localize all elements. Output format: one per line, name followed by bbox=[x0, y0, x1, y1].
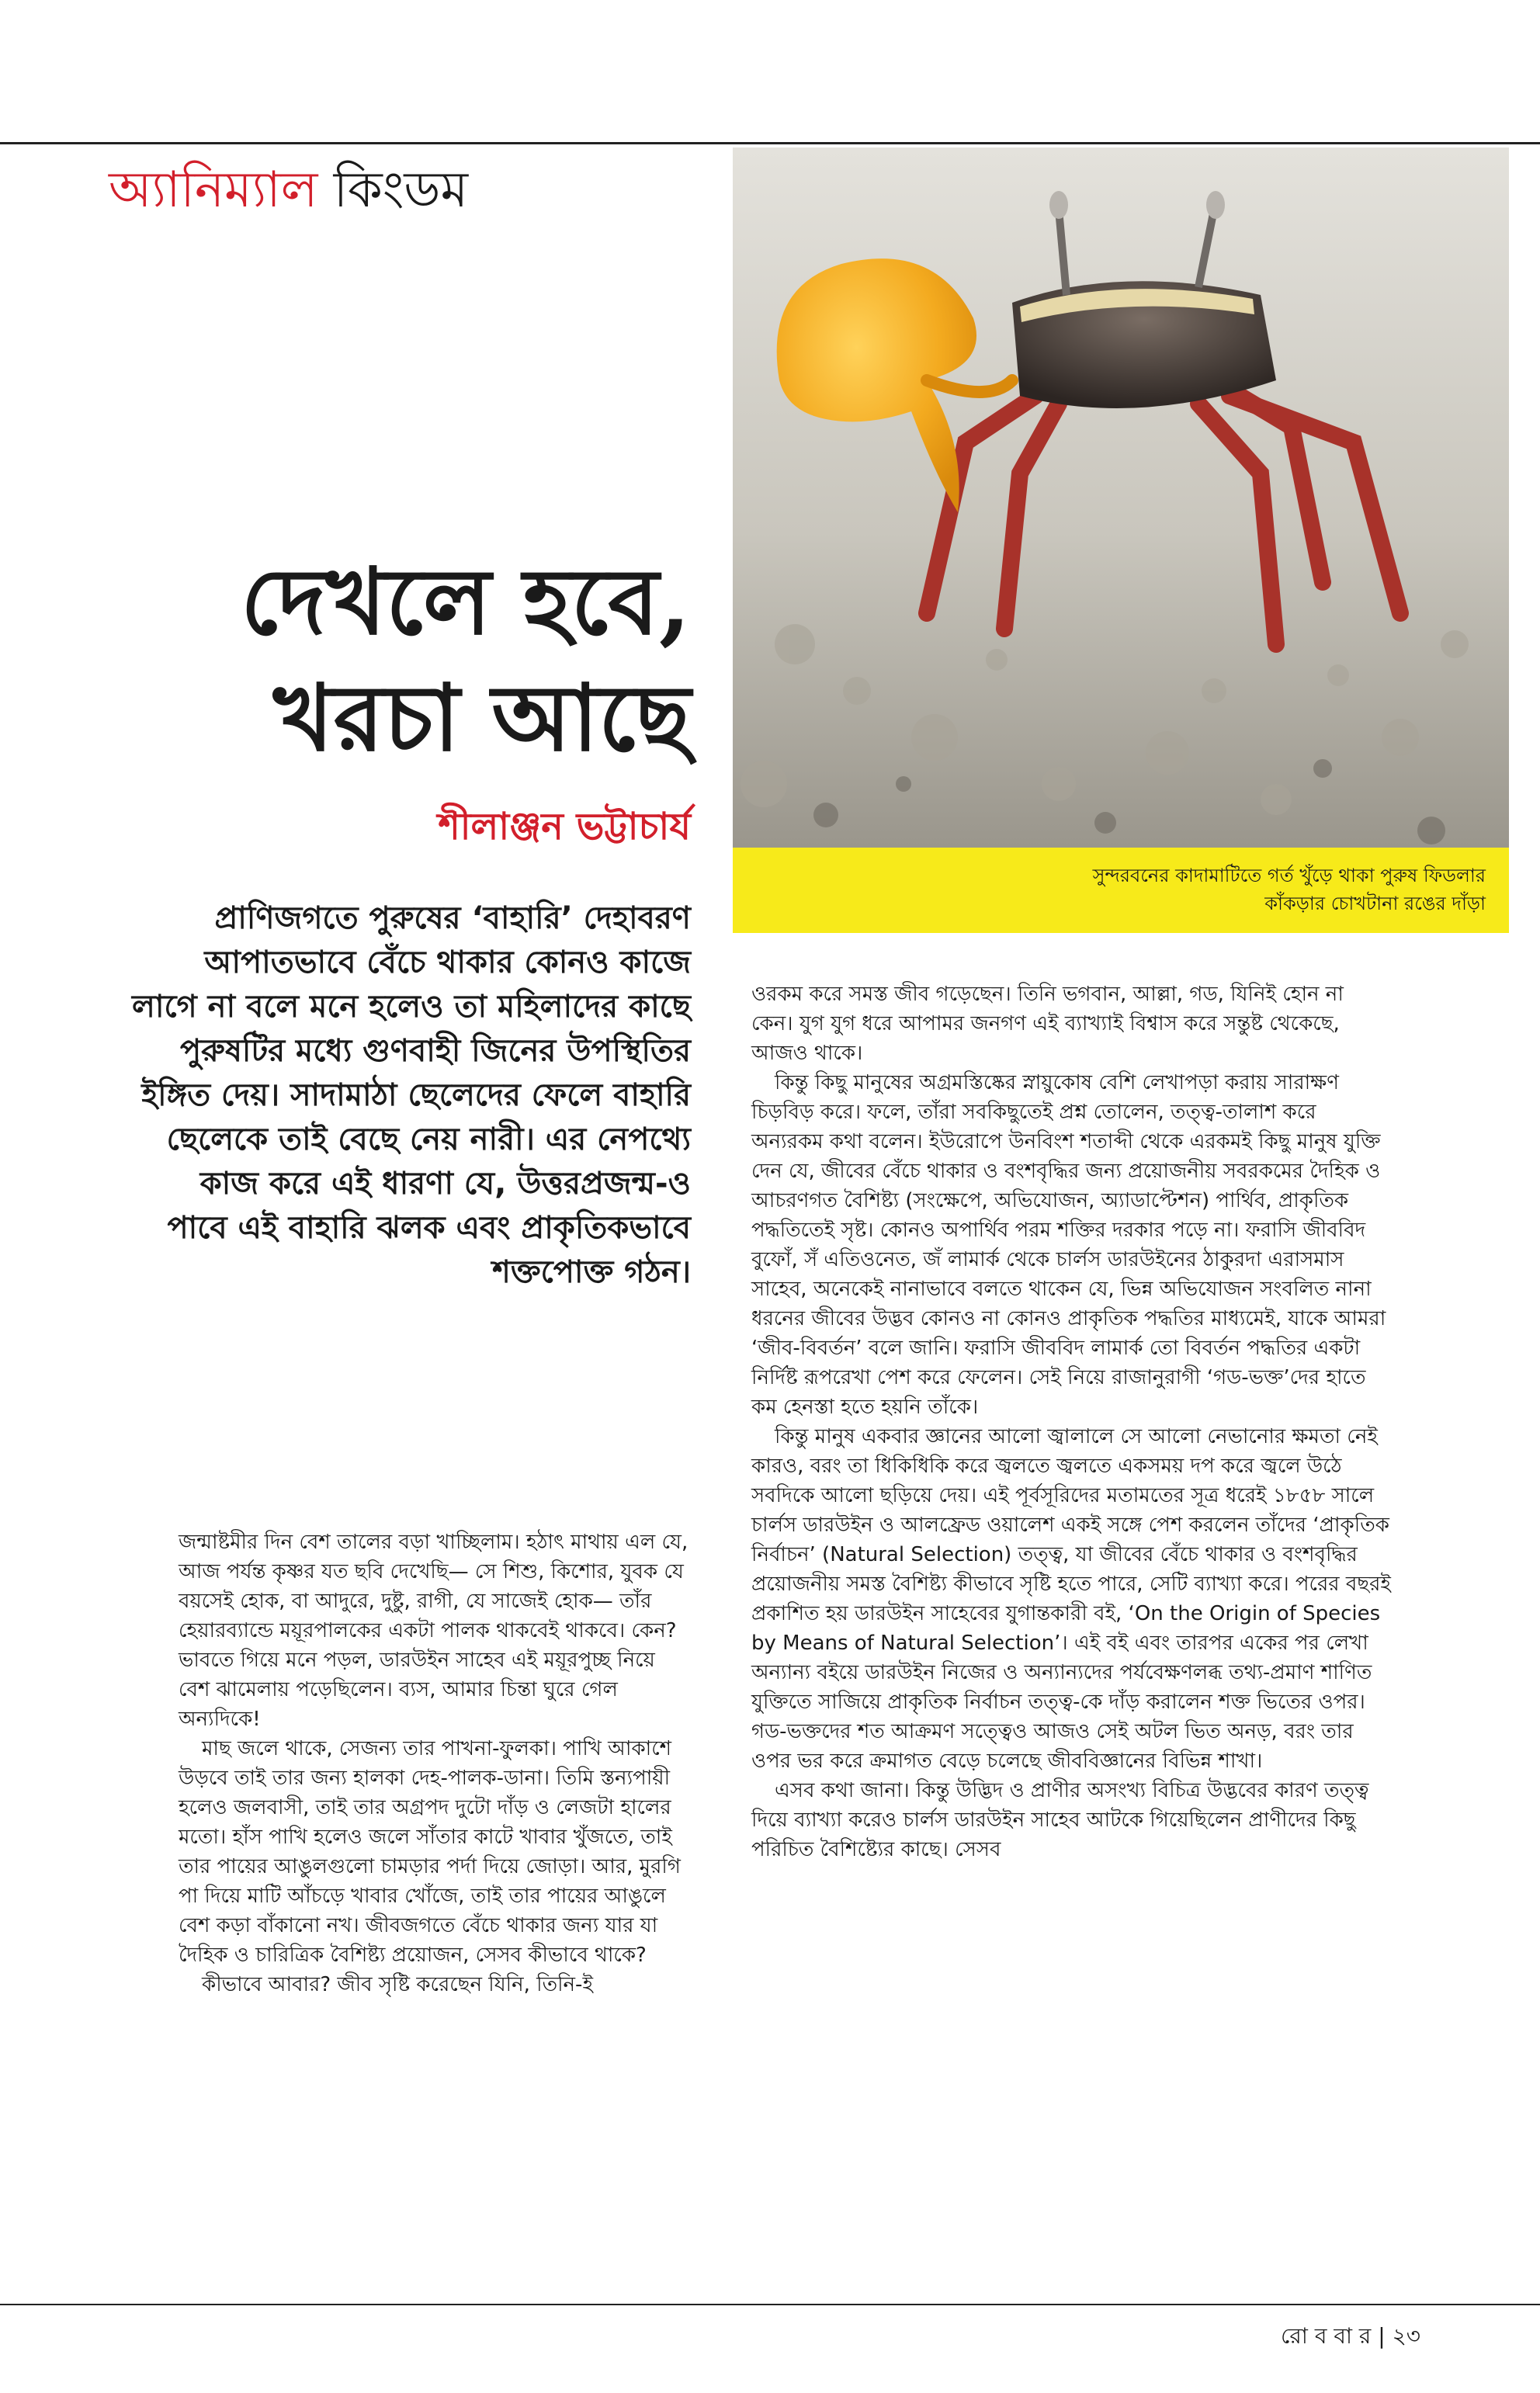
body-paragraph: কিন্তু মানুষ একবার জ্ঞানের আলো জ্বালালে সে আলো নেভানোর ক্ষমতা নেই কারও, বরং তা ধিকিধিকি করে জ্বলতে জ্বলতে একসময় দপ করে জ্বলে উঠে সবদিকে আলো ছড়িয়ে দেয়। এই পূর্বসূরিদের মতামতের সূত্র ধরেই ১৮৫৮ সালে চার্লস ডারউইন ও আলফ্রেড ওয়ালেশ একই সঙ্গে পেশ করলেন তাঁদের ‘প্রাকৃতিক নির্বাচন’ (Natural Selection) তত্ত্ব, যা জীবের বেঁচে থাকার ও বংশবৃদ্ধির প্রয়োজনীয় সমস্ত বৈশিষ্ট্য কীভাবে সৃষ্টি হতে পারে, সেটি ব্যাখ্যা করে। পরের বছরই প্রকাশিত হয় ডারউইন সাহেবের যুগান্তকারী বই, ‘On the Origin of Species by Means of Natural Selection’। এই বই এবং তারপর একের পর লেখা অন্যান্য বইয়ে ডারউইন নিজের ও অন্যান্যদের পর্যবেক্ষণলব্ধ তথ্য-প্রমাণ শাণিত যুক্তিতে সাজিয়ে প্রাকৃতিক নির্বাচন তত্ত্ব-কে দাঁড় করালেন শক্ত ভিতের ওপর। গড-ভক্তদের শত আক্রমণ সত্ত্বেও আজও সেই অটল ভিত অনড়, বরং তার ওপর ভর করে ক্রমাগত বেড়ে চলেছে জীববিজ্ঞানের বিভিন্ন শাখা। bbox=[751, 1425, 1391, 1773]
body-column-right bbox=[751, 980, 1391, 1864]
page-footer bbox=[1211, 2321, 1420, 2352]
body-paragraph: জন্মাষ্টমীর দিন বেশ তালের বড়া খাচ্ছিলাম। হঠাৎ মাথায় এল যে, আজ পর্যন্ত কৃষ্ণর যত ছবি দেখেছি— সে শিশু, কিশোর, যুবক যে বয়সেই হোক, বা আদুরে, দুষ্টু, রাগী, যে সাজেই হোক— তাঁর হেয়ারব্যান্ডে ময়ূরপালকের একটা পালক থাকবেই থাকবে। কেন? ভাবতে গিয়ে মনে পড়ল, ডারউইন সাহেব এই ময়ূরপুচ্ছ নিয়ে বেশ ঝামেলায় পড়েছিলেন। ব্যস, আমার চিন্তা ঘুরে গেল অন্যদিকে! bbox=[179, 1531, 688, 1731]
fiddler-crab-photo bbox=[733, 147, 1509, 848]
footer-separator: | bbox=[1378, 2323, 1393, 2349]
magazine-name: রো ব বা র bbox=[1281, 2323, 1372, 2349]
author-byline: শীলাঞ্জন ভট্টাচার্য bbox=[438, 805, 691, 848]
body-paragraph: ওরকম করে সমস্ত জীব গড়েছেন। তিনি ভগবান, আল্লা, গড, যিনিই হোন না কেন। যুগ যুগ ধরে আপামর জনগণ এই ব্যাখ্যাই বিশ্বাস করে সন্তুষ্ট থেকেছে, আজও থাকে। bbox=[751, 983, 1344, 1065]
headline bbox=[124, 543, 691, 776]
headline-line-1: দেখলে হবে, bbox=[241, 547, 691, 655]
body-paragraph: এসব কথা জানা। কিন্তু উদ্ভিদ ও প্রাণীর অসংখ্য বিচিত্র উদ্ভবের কারণ তত্ত্ব দিয়ে ব্যাখ্যা করেও চার্লস ডারউইন সাহেব আটকে গিয়েছিলেন প্রাণীদের কিছু পরিচিত বৈশিষ্ট্যের কাছে। সেসব bbox=[751, 1779, 1369, 1861]
crab-illustration bbox=[733, 147, 1509, 848]
page-number: ২৩ bbox=[1392, 2323, 1420, 2349]
section-label-part2: কিংডম bbox=[333, 161, 469, 219]
body-column-left bbox=[179, 1528, 691, 1999]
body-paragraph: মাছ জলে থাকে, সেজন্য তার পাখনা-ফুলকা। পাখি আকাশে উড়বে তাই তার জন্য হালকা দেহ-পালক-ডানা। তিমি স্তন্যপায়ী হলেও জলবাসী, তাই তার অগ্রপদ দুটো দাঁড় ও লেজটা হালের মতো। হাঁস পাখি হলেও জলে সাঁতার কাটে খাবার খুঁজতে, তাই তার পায়ের আঙুলগুলো চামড়ার পর্দা দিয়ে জোড়া। আর, মুরগি পা দিয়ে মাটি আঁচড়ে খাবার খোঁজে, তাই তার পায়ের আঙুলে বেশ কড়া বাঁকানো নখ। জীবজগতে বেঁচে থাকার জন্য যার যা দৈহিক ও চারিত্রিক বৈশিষ্ট্য প্রয়োজন, সেসব কীভাবে থাকে? bbox=[179, 1737, 681, 1967]
top-rule bbox=[0, 142, 1540, 144]
body-paragraph: কিন্তু কিছু মানুষের অগ্রমস্তিষ্কের স্নায়ুকোষ বেশি লেখাপড়া করায় সারাক্ষণ চিড়বিড় করে। ফলে, তাঁরা সবকিছুতেই প্রশ্ন তোলেন, তত্ত্ব-তালাশ করে অন্যরকম কথা বলেন। ইউরোপে উনবিংশ শতাব্দী থেকে এরকমই কিছু মানুষ যুক্তি দেন যে, জীবের বেঁচে থাকার ও বংশবৃদ্ধির জন্য প্রয়োজনীয় সবরকমের দৈহিক ও আচরণগত বৈশিষ্ট্য (সংক্ষেপে, অভিযোজন, অ্যাডাপ্টেশন) পার্থিব, প্রাকৃতিক পদ্ধতিতেই সৃষ্ট। কোনও অপার্থিব পরম শক্তির দরকার পড়ে না। ফরাসি জীববিদ বুফোঁ, সঁ এতিওনেত, জঁ লামার্ক থেকে চার্লস ডারউইনের ঠাকুরদা এরাসমাস সাহেব, অনেকেই নানাভাবে বলতে থাকেন যে, ভিন্ন অভিযোজন সংবলিত নানা ধরনের জীবের উদ্ভব কোনও না কোনও প্রাকৃতিক পদ্ধতির মাধ্যমেই, যাকে আমরা ‘জীব-বিবর্তন’ বলে জানি। ফরাসি জীববিদ লামার্ক তো বিবর্তন পদ্ধতির একটা নির্দিষ্ট রূপরেখা পেশ করে ফেলেন। সেই নিয়ে রাজানুরাগী ‘গড-ভক্ত’দের হাতে কম হেনস্তা হতে হয়নি তাঁকে। bbox=[751, 1071, 1386, 1419]
bottom-rule bbox=[0, 2304, 1540, 2305]
caption-line-2: কাঁকড়ার চোখটানা রঙের দাঁড়া bbox=[1264, 893, 1486, 914]
article-dek: প্রাণিজগতে পুরুষের ‘বাহারি’ দেহাবরণ আপাতভাবে বেঁচে থাকার কোনও কাজে লাগে না বলে মনে হলেও তা মহিলাদের কাছে পুরুষটির মধ্যে গুণবাহী জিনের উপস্থিতির ইঙ্গিত দেয়। সাদামাঠা ছেলেদের ফেলে বাহারি ছেলেকে তাই বেছে নেয় নারী। এর নেপথ্যে কাজ করে এই ধারণা যে, উত্তরপ্রজন্ম-ও পাবে এই বাহারি ঝলক এবং প্রাকৃতিকভাবে শক্তপোক্ত গঠন। bbox=[132, 900, 691, 1290]
section-label-part1: অ্যানিম্যাল bbox=[109, 161, 318, 219]
photo-caption bbox=[733, 848, 1509, 933]
caption-line-1: সুন্দরবনের কাদামাটিতে গর্ত খুঁড়ে থাকা পুরুষ ফিডলার bbox=[1092, 865, 1486, 886]
body-paragraph: কীভাবে আবার? জীব সৃষ্টি করেছেন যিনি, তিনি-ই bbox=[202, 1973, 593, 1996]
headline-line-2: খরচা আছে bbox=[273, 664, 691, 772]
section-label bbox=[109, 155, 468, 225]
